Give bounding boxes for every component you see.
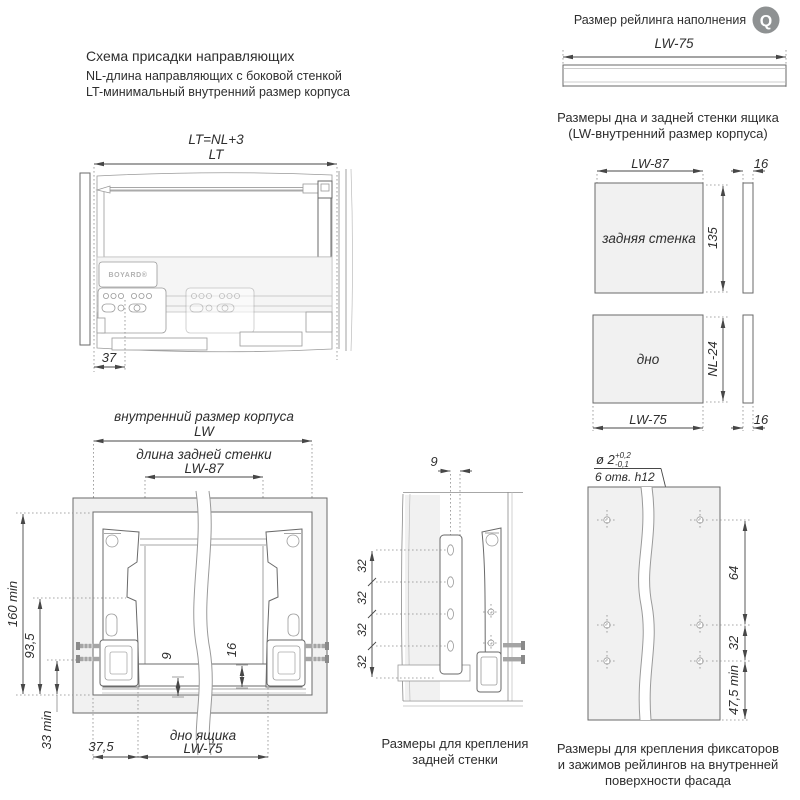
scheme-title: Схема присадки направляющих [86, 48, 295, 64]
lower-tab-front [112, 338, 207, 350]
facade-caption-1: Размеры для крепления фиксаторов [556, 741, 780, 756]
lw87-dim-label: LW-87 [184, 461, 224, 476]
back-wall-height: 135 [705, 227, 720, 249]
lower-tab-rear [240, 332, 302, 346]
bottom-panel-side-view [743, 315, 753, 403]
dim-9-front: 9 [159, 652, 174, 660]
railing-title: Размер рейлинга наполнения [573, 13, 747, 27]
holes-note: 6 отв. h12 [595, 470, 655, 484]
dim-64: 64 [726, 565, 741, 581]
side-tab [97, 318, 105, 333]
dim-37: 37 [101, 350, 117, 365]
mounting-plate-front [98, 288, 166, 333]
formula-label: LT=NL+3 [188, 132, 244, 147]
back-wall-edge [318, 198, 331, 257]
lt-dim-label: LT [208, 147, 224, 162]
lw-dim-label: LW [194, 424, 214, 439]
front-view [5, 409, 329, 760]
dim-9-backfix: 9 [430, 454, 438, 469]
bottom-panel-thickness: 16 [753, 412, 769, 427]
panels-title-2: (LW-внутренний размер корпуса) [568, 126, 768, 141]
dim-32-1: 32 [355, 559, 369, 573]
bottom-panel-height: NL-24 [705, 341, 720, 377]
dim-32-4: 32 [355, 655, 369, 669]
railing-bar-drawing [563, 65, 786, 86]
dim-33min: 33 min [39, 710, 54, 750]
scheme-note-lt: LT-минимальный внутренний размер корпуса [86, 85, 351, 99]
dim-32-3: 32 [355, 623, 369, 637]
bottom-panel-width: LW-75 [629, 412, 667, 427]
dim-32-2: 32 [355, 591, 369, 605]
panels-title-1: Размеры дна и задней стенки ящика [557, 110, 779, 125]
panels-section [557, 110, 779, 431]
bottom-panel-label: дно [636, 352, 660, 367]
hole-diameter: ø 2 [596, 452, 615, 467]
dim-16-front: 16 [224, 642, 239, 658]
scheme-header [86, 48, 350, 99]
drawer-profile-right [266, 529, 305, 687]
side-view [80, 132, 353, 372]
tolerance-minus: -0,1 [615, 460, 629, 469]
back-wall-side-view [743, 183, 753, 293]
dim-93-5: 93,5 [22, 633, 37, 659]
dim-lw75-front: LW-75 [183, 741, 223, 756]
back-fixing-drawing [398, 492, 525, 706]
dim-47-5min: 47,5 min [726, 665, 741, 715]
facade-section [557, 451, 779, 788]
dim-160min: 160 min [5, 580, 20, 628]
dim-37-5: 37,5 [88, 739, 114, 754]
back-wall-label: задняя стенка [602, 231, 696, 246]
back-wall-mounting [440, 535, 462, 674]
scheme-note-nl: NL-длина направляющих с боковой стенкой [86, 69, 342, 83]
back-wall-width: LW-87 [631, 156, 669, 171]
railing-section [563, 7, 786, 88]
drawer-side-panel [104, 190, 318, 257]
back-wall-thickness: 16 [753, 156, 769, 171]
q-badge-letter: Q [759, 13, 773, 30]
railing-dim-lw75: LW-75 [654, 36, 694, 51]
back-len-title: длина задней стенки [136, 447, 272, 462]
brand-logo: BOYARD® [108, 272, 148, 279]
dim-32-facade: 32 [726, 635, 741, 651]
tolerance-plus: +0,2 [615, 451, 631, 460]
back-fix-caption-2: задней стенки [412, 752, 498, 767]
mounting-plate-rear [186, 288, 254, 333]
rear-bracket [306, 312, 332, 332]
facade-caption-2: и зажимов рейлингов на внутренней [557, 757, 779, 772]
back-fix-caption-1: Размеры для крепления [381, 736, 529, 751]
drawer-profile-left [100, 529, 139, 687]
cabinet-front-edge [80, 173, 90, 345]
facade-caption-3: поверхности фасада [604, 773, 732, 788]
back-fixing-section [355, 454, 528, 767]
lw-title: внутренний размер корпуса [114, 409, 294, 424]
bottom-panel-caption: дно ящика [169, 728, 237, 743]
